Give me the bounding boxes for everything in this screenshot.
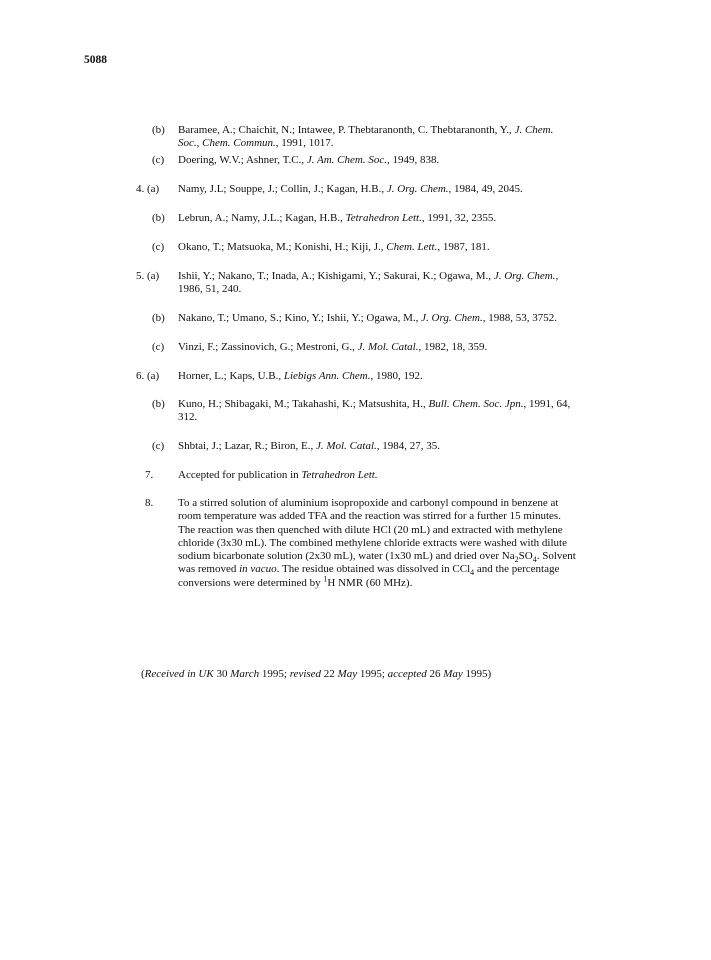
text-run: , 1982, 18, 359.	[418, 341, 488, 353]
text-run: Shbtai, J.; Lazar, R.; Biron, E.,	[178, 440, 316, 452]
reference-line	[178, 410, 570, 423]
reference-label: 6. (a)	[136, 370, 160, 382]
italic-text: Chem. Lett.	[386, 241, 438, 253]
reference-line	[178, 509, 576, 522]
reference-line	[178, 562, 576, 578]
subscript: 2	[514, 555, 519, 565]
reference-line	[178, 240, 490, 253]
italic-text: accepted	[387, 668, 427, 680]
reference-text	[178, 123, 553, 150]
reference-text	[178, 153, 439, 166]
reference-text	[178, 269, 558, 296]
text-run: Ishii, Y.; Nakano, T.; Inada, A.; Kishigami, Y.; Sakurai, K.; Ogawa, M.,	[178, 270, 494, 282]
text-run: 1995;	[357, 668, 388, 680]
italic-text: J. Chem.	[514, 124, 554, 136]
reference-line	[178, 282, 558, 295]
italic-text: Tetrahedron Lett.	[301, 469, 378, 481]
text-run: Vinzi, F.; Zassinovich, G.; Mestroni, G.,	[178, 341, 358, 353]
reference-label: 5. (a)	[136, 270, 160, 282]
reference-text	[178, 439, 440, 452]
text-run: Doering, W.V.; Ashner, T.C.,	[178, 154, 307, 166]
italic-text: revised	[289, 668, 322, 680]
reference-text	[178, 240, 490, 253]
reference-line	[178, 182, 523, 195]
reference-label: (c)	[152, 341, 165, 353]
italic-text: J. Org. Chem.	[493, 270, 556, 282]
text-run: , 1984, 49, 2045.	[448, 183, 523, 195]
reference-line	[178, 269, 558, 282]
reference-line	[178, 153, 439, 166]
reference-line	[178, 576, 576, 589]
reference-label: 7.	[145, 469, 154, 481]
reference-label: (c)	[152, 440, 165, 452]
page-number: 5088	[84, 54, 107, 66]
italic-text: in vacuo	[239, 563, 277, 576]
reference-line	[178, 549, 576, 565]
text-run: sodium bicarbonate solution (2x30 mL), water (1x30 mL) and dried over Na	[178, 550, 515, 563]
text-run: conversions were determined by	[178, 576, 324, 589]
italic-text: March	[230, 668, 260, 680]
reference-label: (b)	[152, 312, 165, 324]
italic-text: Received in UK	[144, 668, 214, 680]
reference-label: (b)	[152, 398, 165, 410]
italic-text: May	[443, 668, 463, 680]
text-run: The reaction was then quenched with dilute HCl (20 mL) and extracted with methylene	[178, 523, 563, 536]
reference-text	[178, 182, 523, 195]
text-run: Nakano, T.; Umano, S.; Kino, Y.; Ishii, Y.; Ogawa, M.,	[178, 312, 422, 324]
text-run: , 1988, 53, 3752.	[482, 312, 557, 324]
text-run: Lebrun, A.; Namy, J.L.; Kagan, H.B.,	[178, 212, 346, 224]
reference-line	[178, 340, 487, 353]
reference-text	[178, 496, 576, 589]
reference-line	[178, 468, 378, 481]
reference-text	[178, 311, 557, 324]
text-run: 30	[213, 668, 231, 680]
reference-line	[178, 136, 553, 149]
subscript: 4	[470, 568, 475, 578]
text-run: , 1991, 32, 2355.	[421, 212, 497, 224]
text-run: Namy, J.L; Souppe, J.; Collin, J.; Kagan, H.B.,	[178, 183, 387, 195]
text-run: , 1984, 27, 35.	[376, 440, 441, 452]
text-run: and the percentage	[474, 563, 560, 576]
italic-text: Bull. Chem. Soc. Jpn.	[428, 398, 524, 410]
text-run: 1986, 51, 240.	[178, 283, 242, 296]
reference-label: (b)	[152, 212, 165, 224]
italic-text: Soc., Chem. Commun.	[178, 137, 276, 150]
reference-text	[178, 340, 487, 353]
text-run: 1995;	[259, 668, 290, 680]
text-run: , 1987, 181.	[437, 241, 490, 253]
text-run: Baramee, A.; Chaichit, N.; Intawee, P. Thebtaranonth, C. Thebtaranonth, Y.,	[178, 124, 515, 136]
reference-text	[178, 211, 496, 224]
reference-line	[178, 536, 576, 549]
reference-line	[178, 123, 553, 136]
italic-text: Tetrahedron Lett.	[345, 212, 422, 224]
reference-label: (b)	[152, 124, 165, 136]
text-run: 22	[321, 668, 338, 680]
reference-line	[178, 397, 570, 410]
reference-label: (c)	[152, 154, 165, 166]
text-run: chloride (3x30 mL). The combined methylene chloride extracts were washed with dilute	[178, 536, 567, 549]
italic-text: Liebigs Ann. Chem.	[283, 370, 371, 382]
text-run: 1995)	[462, 668, 492, 680]
received-dates	[141, 667, 491, 681]
subscript: 4	[532, 555, 537, 565]
reference-text	[178, 397, 570, 424]
italic-text: J. Am. Chem. Soc.	[306, 154, 387, 166]
reference-text	[178, 369, 423, 382]
reference-line	[178, 369, 423, 382]
text-run: . Solvent	[536, 550, 576, 563]
text-run: 26	[426, 668, 444, 680]
reference-label: 8.	[145, 497, 154, 509]
italic-text: J. Org. Chem.	[386, 183, 449, 195]
text-run: was removed	[178, 563, 240, 576]
text-run: , 1980, 192.	[370, 370, 423, 382]
italic-text: J. Mol. Catal.	[315, 440, 377, 452]
text-run: Accepted for publication in	[178, 469, 302, 481]
text-run: Horner, L.; Kaps, U.B.,	[178, 370, 284, 382]
italic-text: J. Org. Chem.	[421, 312, 483, 324]
text-run: . The residue obtained was dissolved in CCl	[276, 563, 471, 576]
superscript: 1	[323, 574, 328, 584]
reference-line	[178, 311, 557, 324]
reference-line	[178, 496, 576, 509]
italic-text: J. Mol. Catal.	[357, 341, 419, 353]
text-run: H NMR (60 MHz).	[327, 576, 413, 589]
reference-line	[178, 211, 496, 224]
reference-label: (c)	[152, 241, 165, 253]
text-run: 312.	[178, 411, 198, 424]
text-run: Kuno, H.; Shibagaki, M.; Takahashi, K.; Matsushita, H.,	[178, 398, 429, 410]
reference-label: 4. (a)	[136, 183, 160, 195]
text-run: , 1991, 1017.	[275, 137, 334, 150]
text-run: SO	[518, 550, 533, 563]
text-run: To a stirred solution of aluminium isopropoxide and carbonyl compound in benzene at	[178, 497, 559, 509]
text-run: , 1949, 838.	[386, 154, 440, 166]
reference-text	[178, 468, 378, 481]
reference-line	[178, 439, 440, 452]
text-run: Okano, T.; Matsuoka, M.; Konishi, H.; Kiji, J.,	[178, 241, 387, 253]
text-run: ,	[555, 270, 559, 282]
text-run: room temperature was added TFA and the reaction was stirred for a further 15 minutes.	[178, 510, 561, 523]
italic-text: May	[337, 668, 358, 680]
text-run: , 1991, 64,	[523, 398, 571, 410]
text-run: (	[141, 668, 145, 680]
reference-line	[178, 523, 576, 536]
